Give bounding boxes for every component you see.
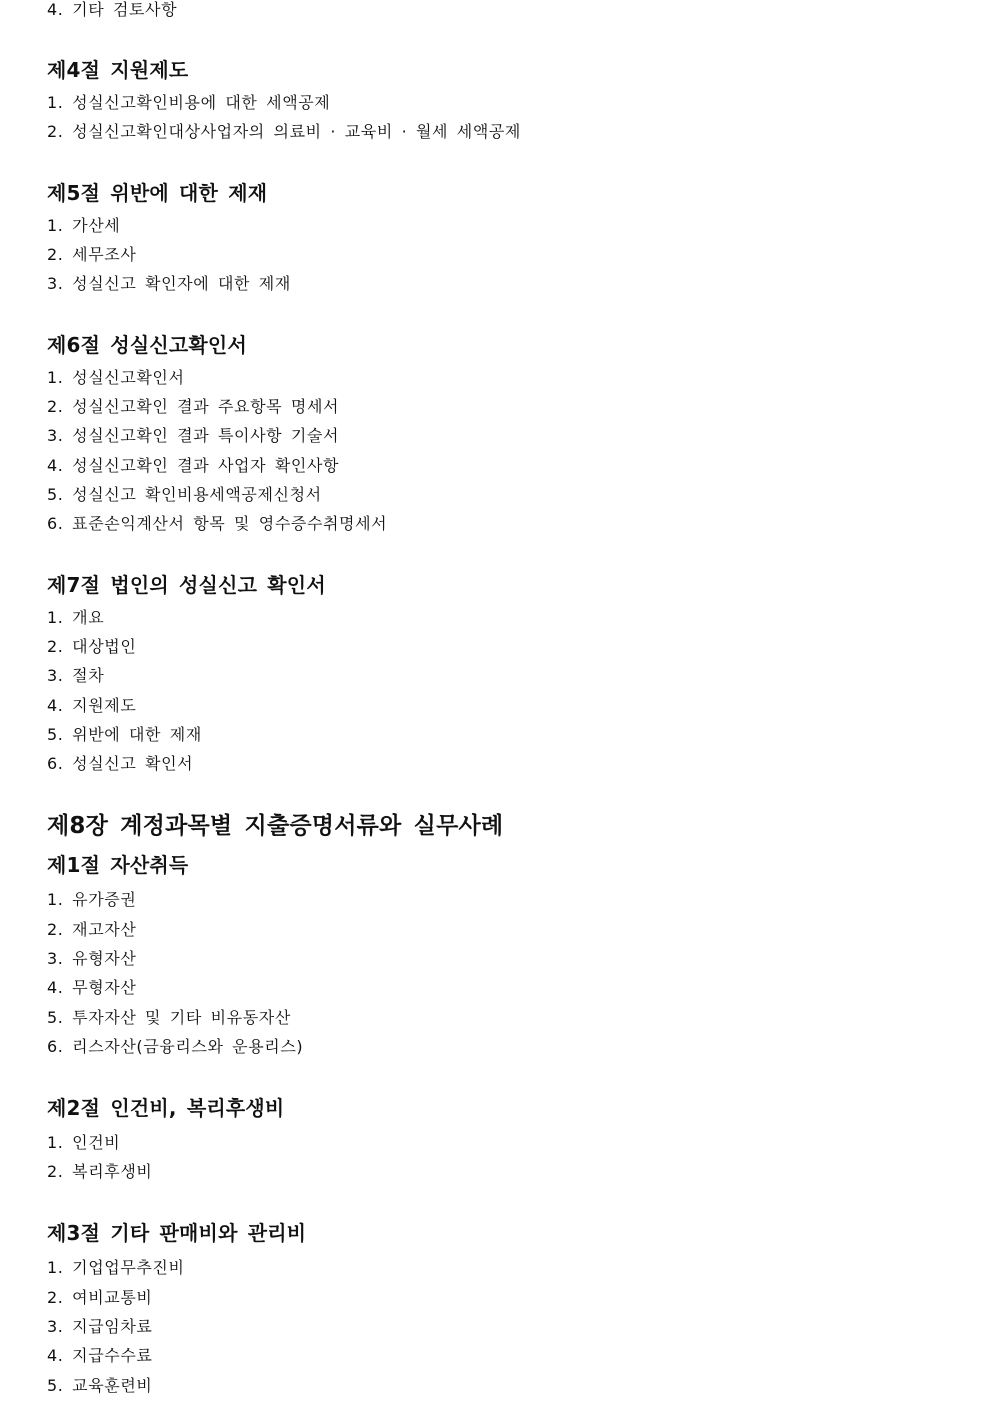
toc-item: 1. 가산세 bbox=[47, 216, 121, 235]
toc-item: 5. 투자자산 및 기타 비유동자산 bbox=[47, 1008, 291, 1027]
section-heading: 제7절 법인의 성실신고 확인서 bbox=[47, 573, 326, 597]
toc-item: 3. 절차 bbox=[47, 666, 105, 685]
section-heading: 제1절 자산취득 bbox=[47, 853, 189, 877]
section-heading: 제4절 지원제도 bbox=[47, 58, 189, 82]
toc-item: 1. 성실신고확인비용에 대한 세액공제 bbox=[47, 93, 331, 112]
toc-item: 4. 지원제도 bbox=[47, 696, 137, 715]
toc-item: 3. 지급임차료 bbox=[47, 1317, 153, 1336]
toc-item: 1. 개요 bbox=[47, 608, 105, 627]
toc-item: 4. 성실신고확인 결과 사업자 확인사항 bbox=[47, 456, 340, 475]
toc-item: 3. 성실신고 확인자에 대한 제재 bbox=[47, 274, 291, 293]
toc-item: 2. 대상법인 bbox=[47, 637, 137, 656]
toc-item: 1. 인건비 bbox=[47, 1133, 121, 1152]
toc-item: 2. 세무조사 bbox=[47, 245, 137, 264]
toc-item: 1. 성실신고확인서 bbox=[47, 368, 185, 387]
toc-item: 3. 성실신고확인 결과 특이사항 기술서 bbox=[47, 426, 340, 445]
section-heading: 제6절 성실신고확인서 bbox=[47, 333, 247, 357]
toc-item: 4. 지급수수료 bbox=[47, 1346, 153, 1365]
toc-item: 6. 표준손익계산서 항목 및 영수증수취명세서 bbox=[47, 514, 388, 533]
toc-item: 5. 성실신고 확인비용세액공제신청서 bbox=[47, 485, 322, 504]
chapter-heading: 제8장 계정과목별 지출증명서류와 실무사례 bbox=[47, 813, 504, 839]
toc-item: 2. 성실신고확인 결과 주요항목 명세서 bbox=[47, 397, 340, 416]
section-heading: 제2절 인건비, 복리후생비 bbox=[47, 1096, 285, 1120]
section-heading: 제3절 기타 판매비와 관리비 bbox=[47, 1221, 307, 1245]
toc-item: 4. 기타 검토사항 bbox=[47, 0, 178, 19]
toc-item: 1. 기업업무추진비 bbox=[47, 1258, 185, 1277]
toc-item: 5. 교육훈련비 bbox=[47, 1376, 153, 1395]
toc-item: 1. 유가증권 bbox=[47, 890, 137, 909]
toc-item: 2. 성실신고확인대상사업자의 의료비 · 교육비 · 월세 세액공제 bbox=[47, 122, 521, 141]
section-heading: 제5절 위반에 대한 제재 bbox=[47, 181, 268, 205]
toc-item: 2. 여비교통비 bbox=[47, 1288, 153, 1307]
toc-item: 6. 성실신고 확인서 bbox=[47, 754, 194, 773]
toc-item: 2. 재고자산 bbox=[47, 920, 137, 939]
toc-item: 4. 무형자산 bbox=[47, 978, 137, 997]
toc-item: 3. 유형자산 bbox=[47, 949, 137, 968]
toc-item: 6. 리스자산(금융리스와 운용리스) bbox=[47, 1037, 304, 1056]
toc-item: 5. 위반에 대한 제재 bbox=[47, 725, 202, 744]
toc-item: 2. 복리후생비 bbox=[47, 1162, 153, 1181]
